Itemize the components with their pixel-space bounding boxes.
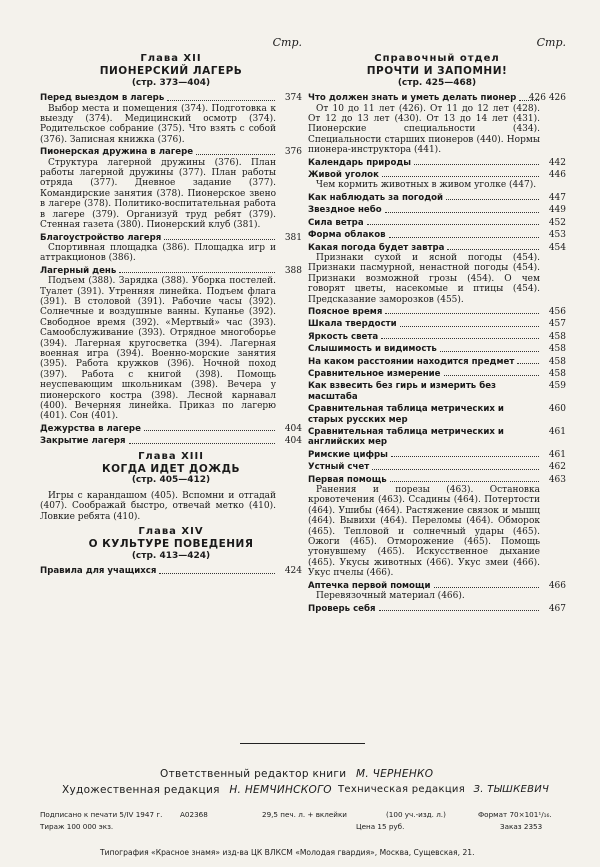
page-column-label: Стр.: [536, 36, 566, 49]
toc-entry-title: Как наблюдать за погодой: [308, 192, 444, 203]
toc-entry: [308, 462, 566, 472]
toc-entry-title: Слышимость и видимость: [308, 344, 437, 355]
section-title: ПРОЧТИ И ЗАПОМНИ!: [366, 65, 508, 78]
chapter-block: [40, 452, 302, 522]
dot-leader: [447, 243, 539, 250]
toc-entry: [40, 424, 302, 434]
toc-entry: [308, 344, 566, 354]
right-toc: [308, 93, 566, 614]
dot-leader: [440, 344, 539, 351]
chapter-number: Глава XIV: [138, 526, 204, 538]
dot-leader: [400, 319, 539, 326]
toc-entry: [308, 369, 566, 379]
toc-entry: [308, 475, 566, 485]
toc-entry-page: 388: [284, 265, 302, 276]
toc-entry: [308, 93, 566, 103]
editor-label: Ответственный редактор книги: [160, 768, 347, 780]
toc-entry: [308, 230, 566, 240]
toc-entry-desc: Признаки сухой и ясной погоды (454). Признаки пасмурной, ненастной погоды (454). Признаки возможной грозы (454). О чем говорят цветы, насекомые и птицы (454). Предсказание заморозков (455).: [308, 252, 540, 305]
dot-leader: [372, 462, 539, 469]
chapter-pages: (стр. 413—424): [131, 550, 211, 561]
dot-leader: [379, 604, 539, 611]
toc-entry: [308, 158, 566, 168]
toc-entry-title: Шкала твердости: [308, 319, 397, 330]
art-credit: [62, 784, 332, 796]
chapter-title: ПИОНЕРСКИЙ ЛАГЕРЬ: [99, 65, 243, 78]
imprint-order: Заказ 2353: [500, 822, 543, 831]
art-label: Художественная редакция: [62, 784, 220, 796]
toc-entry: [308, 193, 566, 203]
toc-entry: [308, 404, 566, 425]
toc-entry-page: 374: [284, 93, 302, 104]
dot-leader: [517, 357, 539, 364]
imprint-format: Формат 70×101¹/₁₆.: [478, 810, 552, 819]
dot-leader: [391, 450, 539, 457]
printer-line: Типография «Красное знамя» изд-ва ЦК ВЛКСМ «Молодая гвардия», Москва, Сущевская, 21.: [100, 848, 475, 857]
toc-entry-title: Сравнительная таблица метрических и старых русских мер: [308, 404, 504, 425]
chapter-pages: (стр. 405—412): [131, 475, 211, 486]
toc-entry-page: 376: [284, 147, 302, 158]
chapter-number: Глава XIII: [138, 450, 204, 462]
toc-entry-title: Перед выездом в лагерь: [40, 93, 165, 104]
toc-entry-desc: Структура лагерной дружины (376). План работы лагерной дружины (377). План работы отряда (377). Дневное задание (377). Командирские занятия (378). Пионерское звено в лагере (378). Политико-воспитательная работа в лагере (379). Организуй труд ребят (379). Стенная газета (380). Пионерский клуб (381).: [40, 157, 276, 231]
toc-entry-title: Сравнительное измерение: [308, 368, 441, 379]
dot-leader: [446, 193, 539, 200]
left-column: [40, 38, 302, 577]
section-pages: (стр. 425—468): [397, 77, 477, 88]
toc-entry-page: 463: [548, 474, 566, 485]
dot-leader: [444, 369, 540, 376]
toc-entry-page: 447: [548, 192, 566, 203]
toc-entry-title: Дежурства в лагере: [40, 423, 141, 434]
toc-entry: [308, 243, 566, 253]
dot-leader: [414, 158, 539, 165]
dot-leader: [382, 170, 539, 177]
toc-entry-title: Поясное время: [308, 306, 383, 317]
imprint-pub-sheets: (100 уч.-изд. л.): [386, 810, 446, 819]
imprint-print-run: Тираж 100 000 экз.: [40, 822, 114, 831]
chapter-block: [40, 527, 302, 577]
toc-entry-page: 458: [548, 356, 566, 367]
toc-entry: [308, 319, 566, 329]
toc-entry-title: Сравнительная таблица метрических и английских мер: [308, 427, 504, 448]
toc-entry: [308, 381, 566, 402]
toc-entry-title: Звездное небо: [308, 205, 382, 216]
left-toc: [40, 54, 302, 577]
toc-entry-page: 426 426: [528, 93, 566, 104]
toc-entry-desc: От 10 до 11 лет (426). От 11 до 12 лет (428). От 12 до 13 лет (430). От 13 до 14 лет (431). Пионерские специальности (434). Специальности старших пионеров (440). Нормы пионера-инструктора (441).: [308, 103, 540, 156]
imprint-code: А02368: [180, 810, 208, 819]
toc-entry-page: 404: [284, 423, 302, 434]
toc-entry: [308, 170, 566, 180]
toc-entry-page: 460: [548, 404, 566, 415]
dot-leader: [381, 332, 539, 339]
toc-entry: [308, 307, 566, 317]
dot-leader: [159, 566, 275, 573]
toc-entry-title: Первая помощь: [308, 474, 387, 485]
toc-entry-page: 456: [548, 306, 566, 317]
toc-entry-page: 453: [548, 230, 566, 241]
toc-entry-page: 404: [284, 436, 302, 447]
toc-entry: [308, 205, 566, 215]
toc-entry-title: Календарь природы: [308, 157, 412, 168]
toc-entry-title: Благоустройство лагеря: [40, 232, 162, 243]
tech-credit: [338, 784, 549, 795]
imprint-signed: Подписано к печати 5/IV 1947 г.: [40, 810, 163, 819]
toc-entry-title: Пионерская дружина в лагере: [40, 147, 194, 158]
toc-entry-page: 442: [548, 157, 566, 168]
toc-entry-title: Аптечка первой помощи: [308, 580, 431, 591]
editor-credit: [160, 768, 433, 780]
toc-entry-desc: Выбор места и помещения (374). Подготовка к выезду (374). Медицинский осмотр (374). Родительское собрание (375). Что взять с собой (376). Записная книжка (376).: [40, 103, 276, 145]
imprint-sheets: 29,5 печ. л. + вклейки: [262, 810, 347, 819]
toc-entry: [308, 604, 566, 614]
toc-entry-title: Римские цифры: [308, 449, 388, 460]
art-name: Н. НЕМЧИНСКОГО: [229, 784, 332, 796]
toc-entry-title: Живой уголок: [308, 170, 379, 181]
toc-entry-page: 462: [548, 462, 566, 473]
section-heading: Справочный отдел: [374, 53, 500, 64]
toc-entry: [308, 332, 566, 342]
toc-entry-title: На каком расстоянии находится предмет: [308, 356, 515, 367]
toc-entry-page: 449: [548, 205, 566, 216]
toc-entry-page: 459: [548, 381, 566, 392]
toc-entry: [40, 147, 302, 157]
toc-entry-page: 458: [548, 368, 566, 379]
chapter-title: О КУЛЬТУРЕ ПОВЕДЕНИЯ: [88, 538, 254, 551]
toc-entry: [40, 233, 302, 243]
toc-entry: [40, 436, 302, 446]
toc-entry: [40, 266, 302, 276]
toc-entry: [308, 357, 566, 367]
toc-entry-title: Яркость света: [308, 331, 379, 342]
toc-entry-page: 446: [548, 170, 566, 181]
toc-entry-title: Как взвесить без гирь и измерить без масштаба: [308, 381, 497, 402]
dot-leader: [390, 475, 539, 482]
toc-entry-page: 452: [548, 217, 566, 228]
dot-leader: [167, 93, 275, 100]
dot-leader: [129, 436, 275, 443]
toc-entry-title: Сила ветра: [308, 217, 364, 228]
toc-entry-title: Что должен знать и уметь делать пионер: [308, 93, 517, 104]
toc-entry-title: Какая погода будет завтра: [308, 242, 445, 253]
toc-entry-title: Форма облаков: [308, 230, 386, 241]
toc-entry-desc: Спортивная площадка (386). Площадка игр и аттракционов (386).: [40, 242, 276, 264]
tech-label: Техническая редакция: [338, 784, 466, 795]
toc-entry-desc: Ранения и порезы (463). Остановка кровотечения (463). Ссадины (464). Потертости (464). Ушибы (464). Растяжение связок и мышц (464). Вывихи (464). Переломы (464). Обморок (465). Тепловой и солнечный удары (465). Ожоги (465). Отморожение (465). Помощь утонувшему (465). Искусственное дыхание (465). Укусы животных (466). Укус змеи (466). Укус пчелы (466).: [308, 485, 540, 579]
toc-entry-desc: Чем кормить животных в живом уголке (447).: [316, 180, 537, 191]
toc-entry: [308, 581, 566, 591]
imprint-price: Цена 15 руб.: [356, 822, 405, 831]
tech-name: З. ТЫШКЕВИЧ: [473, 784, 550, 795]
toc-entry-page: 461: [548, 427, 566, 437]
toc-entry-desc: Перевязочный материал (466).: [316, 591, 465, 602]
dot-leader: [389, 230, 539, 237]
toc-entry-page: 467: [548, 603, 566, 614]
toc-entry-desc: Подъем (388). Зарядка (388). Уборка постелей. Туалет (391). Утренняя линейка. Подъем флага (391). В столовой (391). Рабочие часы (392). Солнечные и воздушные ванны. Купанье (392). Свободное время (392). «Мертвый» час (393). Самообслуживание (393). Отрядное многоборье (394). Лагерная кругосветка (394). Лагерная военная игра (394). Военно-морские занятия (395). Работа кружков (396). Ночной поход (397). Работа с книгой (398). Помощь неуспевающим школьникам (398). Вечера у пионерского костра (398). Лесной карнавал (400). Вечерняя линейка. Приказ по лагерю (401). Сон (401).: [40, 276, 276, 422]
dot-leader: [119, 266, 275, 273]
toc-entry-page: 461: [548, 449, 566, 460]
toc-entry-page: 454: [548, 242, 566, 253]
editor-name: М. ЧЕРНЕНКО: [355, 768, 434, 780]
dot-leader: [385, 307, 539, 314]
toc-entry-title: Закрытие лагеря: [40, 436, 126, 447]
dot-leader: [196, 147, 275, 154]
chapter-block: [40, 54, 302, 447]
toc-entry-page: 466: [548, 580, 566, 591]
toc-entry-title: Устный счет: [308, 462, 370, 473]
toc-entry-page: 381: [284, 232, 302, 243]
toc-entry-title: Проверь себя: [308, 603, 376, 614]
toc-entry: [40, 93, 302, 103]
dot-leader: [144, 424, 275, 431]
chapter-number: Глава XII: [140, 53, 202, 64]
divider: [240, 743, 365, 744]
toc-entry-page: 457: [548, 319, 566, 330]
toc-entry-title: Правила для учащихся: [40, 566, 157, 577]
page-column-label: Стр.: [272, 36, 302, 49]
dot-leader: [385, 205, 539, 212]
chapter-title: КОГДА ИДЕТ ДОЖДЬ: [102, 463, 240, 476]
toc-entry: [40, 566, 302, 576]
toc-entry-desc: Игры с карандашом (405). Вспомни и отгадай (407). Соображай быстро, отвечай метко (410). Ловкие ребята (410).: [40, 490, 276, 522]
toc-entry-page: 458: [548, 344, 566, 355]
chapter-pages: (стр. 373—404): [131, 77, 211, 88]
dot-leader: [367, 218, 539, 225]
right-column: [308, 38, 566, 614]
dot-leader: [434, 581, 540, 588]
toc-entry: [308, 450, 566, 460]
toc-entry-page: 424: [284, 566, 302, 577]
toc-entry-title: Лагерный день: [40, 265, 117, 276]
dot-leader: [164, 233, 275, 240]
toc-entry: [308, 427, 566, 448]
toc-entry-page: 458: [548, 331, 566, 342]
toc-entry: [308, 218, 566, 228]
